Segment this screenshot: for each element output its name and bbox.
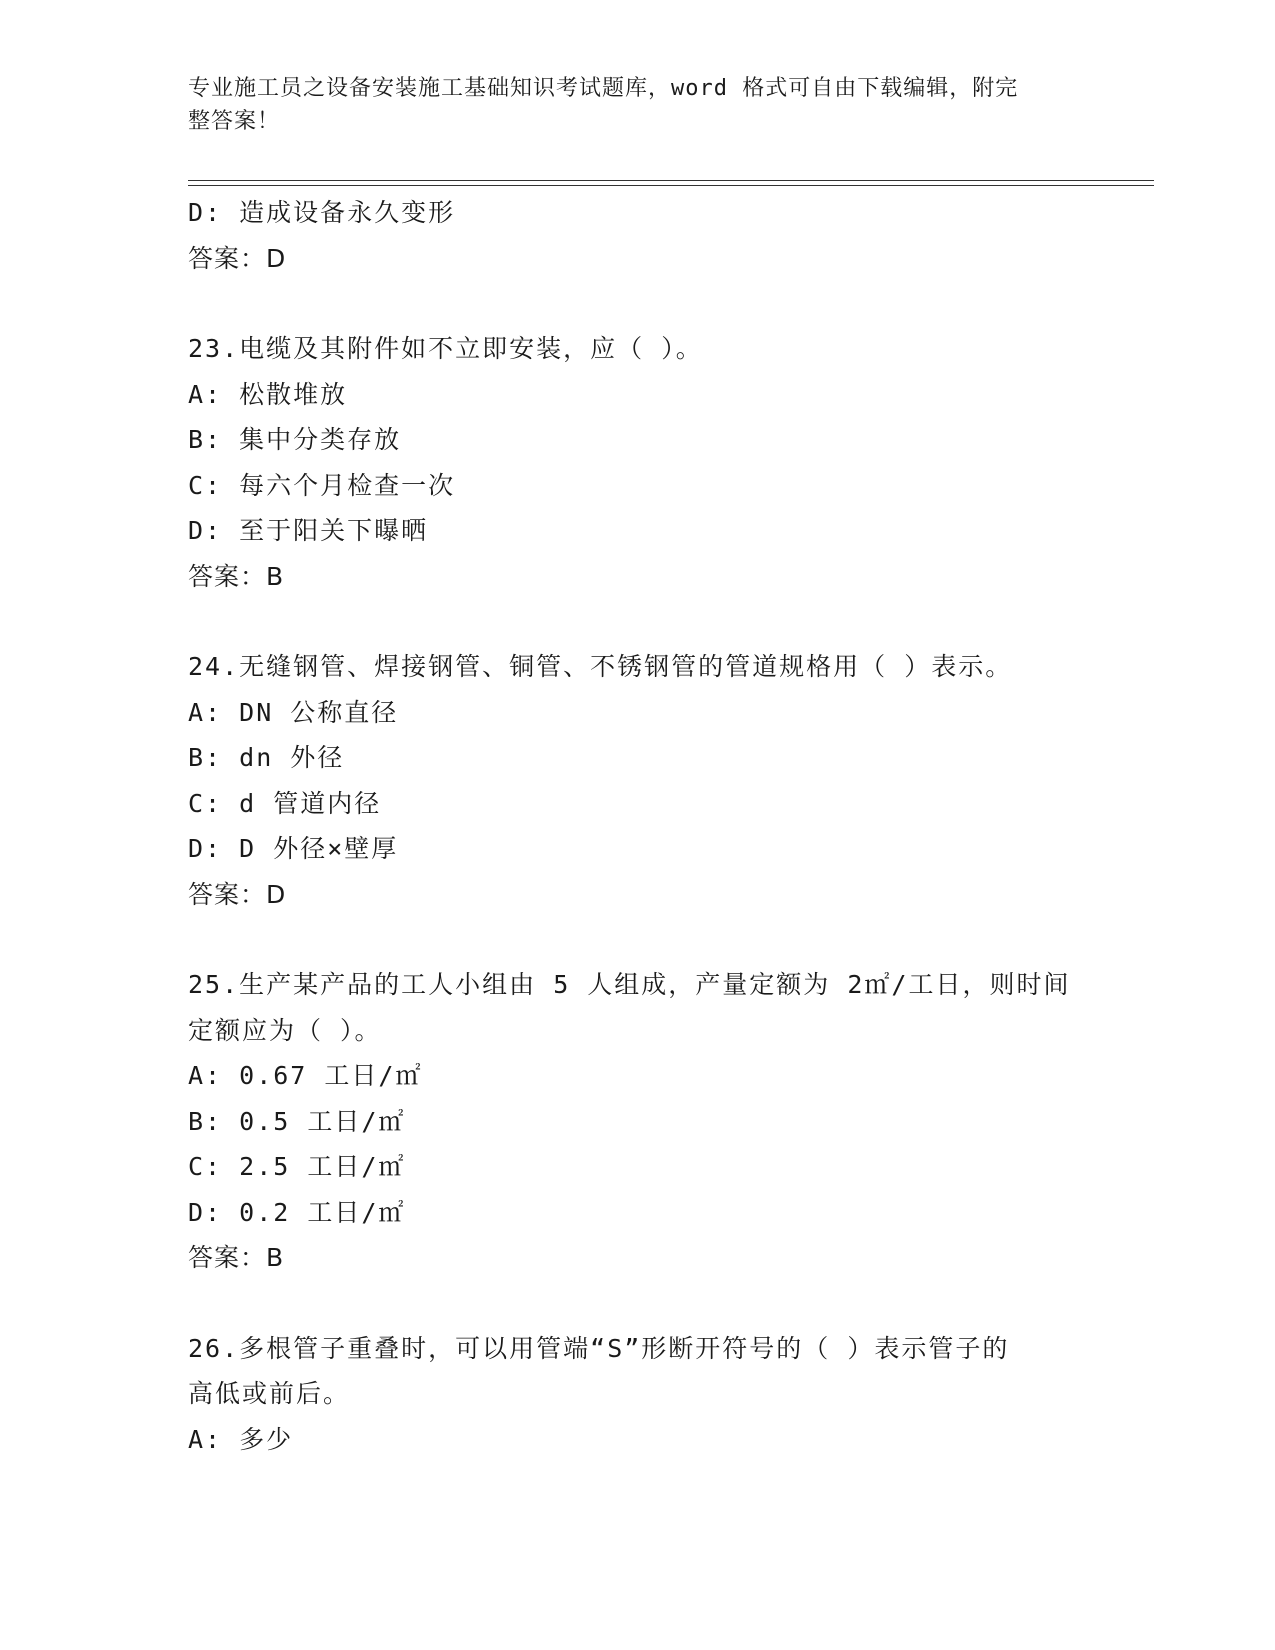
spacer: [188, 599, 1108, 644]
spacer: [188, 917, 1108, 962]
carryover-answer: 答案：D: [188, 243, 287, 273]
option-a: A: 松散堆放: [188, 379, 348, 409]
option-d: D: 0.2 工日/㎡: [188, 1197, 406, 1227]
answer: 答案：D: [188, 879, 287, 909]
header-rule-top: [188, 180, 1154, 181]
question-stem-line-1: 26.多根管子重叠时，可以用管端“S”形断开符号的（ ）表示管子的: [188, 1333, 1010, 1363]
option-b: B: 0.5 工日/㎡: [188, 1106, 406, 1136]
spacer: [188, 1281, 1108, 1326]
question-26: [188, 1326, 1108, 1463]
question-24: [188, 644, 1108, 917]
option-c: C: 每六个月检查一次: [188, 470, 456, 500]
answer: 答案：B: [188, 1243, 285, 1272]
option-c: C: 2.5 工日/㎡: [188, 1152, 406, 1181]
answer: 答案：B: [188, 561, 285, 591]
option-c: C: d 管道内径: [188, 788, 382, 818]
header-line-1: 专业施工员之设备安装施工基础知识考试题库，word 格式可自由下载编辑，附完: [188, 76, 1019, 101]
spacer: [188, 281, 1108, 326]
question-25: [188, 962, 1108, 1281]
question-stem-line-2: 高低或前后。: [188, 1379, 351, 1408]
page-header: [188, 72, 1088, 138]
option-b: B: dn 外径: [188, 743, 345, 772]
question-stem-line-1: 25.生产某产品的工人小组由 5 人组成，产量定额为 2㎡/工日，则时间: [188, 970, 1071, 999]
option-a: A: DN 公称直径: [188, 697, 399, 727]
option-d: D: 至于阳关下曝晒: [188, 516, 429, 545]
question-content: [188, 190, 1108, 1462]
question-stem: 23.电缆及其附件如不立即安装，应（ ）。: [188, 334, 703, 363]
question-23: [188, 326, 1108, 599]
header-rule-bottom: [188, 185, 1154, 186]
question-stem: 24.无缝钢管、焊接钢管、铜管、不锈钢管的管道规格用（ ）表示。: [188, 652, 1013, 681]
question-stem-line-2: 定额应为（ ）。: [188, 1015, 382, 1045]
option-b: B: 集中分类存放: [188, 425, 402, 454]
option-a: A: 多少: [188, 1424, 294, 1454]
header-line-2: 整答案！: [188, 109, 281, 134]
option-a: A: 0.67 工日/㎡: [188, 1061, 423, 1090]
option-d: D: D 外径×壁厚: [188, 834, 399, 863]
carryover-option-d: D: 造成设备永久变形: [188, 198, 456, 227]
